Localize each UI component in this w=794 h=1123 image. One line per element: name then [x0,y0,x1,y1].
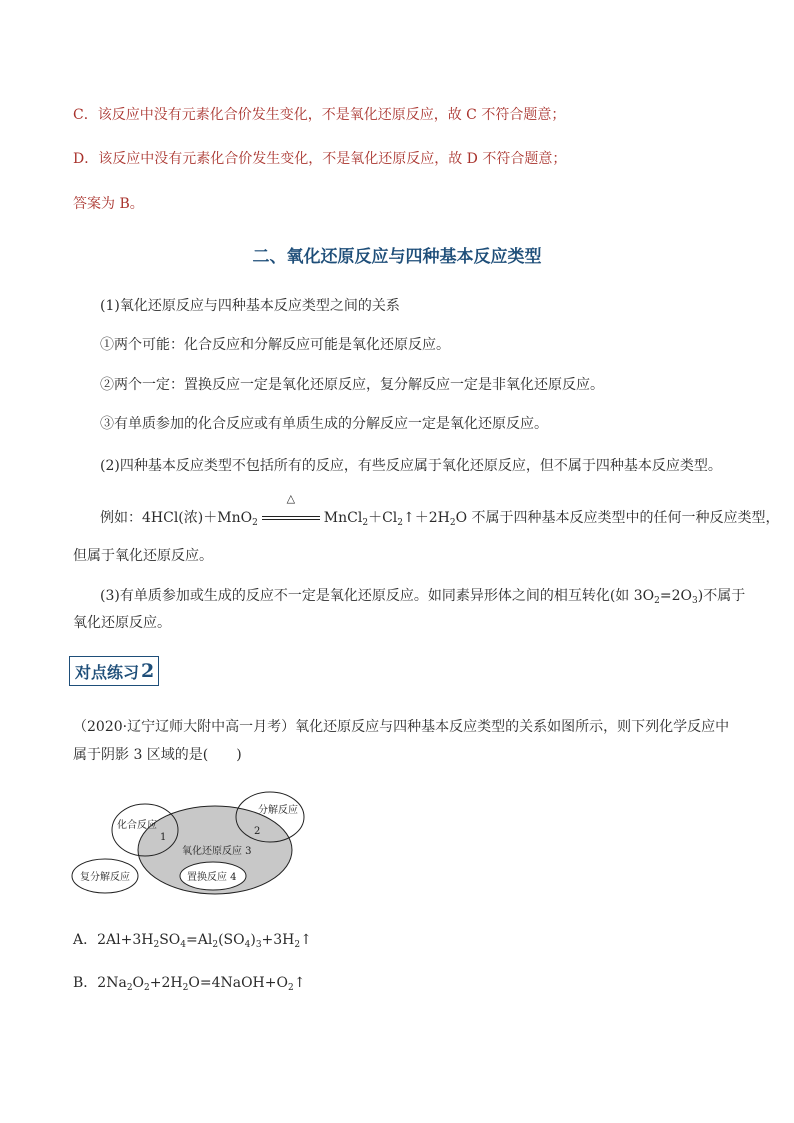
point-1c: ③有单质参加的化合反应或有单质生成的分解反应一定是氧化还原反应。 [100,416,548,432]
label-decomposition: 分解反应 [258,805,298,816]
answer-line-c: C．该反应中没有元素化合价发生变化，不是氧化还原反应，故 C 不符合题意； [73,107,566,123]
point-3-end: )不属于 [697,588,746,604]
example-suffix: 不属于四种基本反应类型中的任何一种反应类型， [471,510,780,526]
practice-label: 对点练习 [75,662,140,682]
point-3-line-1: (3)有单质参加或生成的反应不一定是氧化还原反应。如同素异形体之间的相互转化(如 $3O_2=2O_3$)不属于 [100,588,746,606]
label-region-1: 1 [160,832,167,843]
option-a: A．$2Al+3H_2SO_4=Al_2(SO_4)_3+3H_2↑$ [73,932,312,950]
practice-label-box [69,656,159,686]
option-b: B．$2Na_2O_2+2H_2O=4NaOH+O_2↑$ [73,975,306,993]
example-equation: 例如：4HCl(浓)＋MnO$_2$ △ $MnCl_2+Cl_2↑+2H_2O$ 不属于四种基本反应类型中的任何一种反应类型， [100,492,780,528]
example-prefix: 例如：4HCl(浓)＋MnO [100,510,253,526]
label-double-decomposition: 复分解反应 [80,872,130,883]
point-1b: ②两个一定：置换反应一定是氧化还原反应，复分解反应一定是非氧化还原反应。 [100,377,604,393]
point-3-text: (3)有单质参加或生成的反应不一定是氧化还原反应。如同素异形体之间的相互转化(如 3O [100,588,655,604]
reaction-venn-diagram [70,790,335,900]
label-region-2: 2 [254,826,261,837]
point-2: (2)四种基本反应类型不包括所有的反应，有些反应属于氧化还原反应，但不属于四种基本反应类型。 [100,458,722,474]
answer-conclusion: 答案为 B。 [73,196,144,212]
point-3-line-2: 氧化还原反应。 [73,615,171,631]
example-line-2: 但属于氧化还原反应。 [73,548,213,564]
question-line-2: 属于阴影 3 区域的是( ) [73,747,242,763]
point-1: (1)氧化还原反应与四种基本反应类型之间的关系 [100,298,400,314]
section-title: 二、氧化还原反应与四种基本反应类型 [252,247,542,267]
label-displacement: 置换反应 4 [187,872,237,883]
answer-line-d: D．该反应中没有元素化合价发生变化，不是氧化还原反应，故 D 不符合题意； [73,151,567,167]
example-mid: MnCl [323,510,363,526]
label-redox: 氧化还原反应 3 [182,846,252,857]
option-b-label: B． [73,975,98,991]
option-a-label: A． [73,932,98,948]
point-1a: ①两个可能：化合反应和分解反应可能是氧化还原反应。 [100,337,450,353]
question-line-1: （2020·辽宁辽师大附中高一月考）氧化还原反应与四种基本反应类型的关系如图所示，则下列化学反应中 [73,719,730,735]
label-combination: 化合反应 [117,820,157,831]
heat-equals-sign: △ [262,514,320,522]
practice-number: 2 [141,660,155,682]
